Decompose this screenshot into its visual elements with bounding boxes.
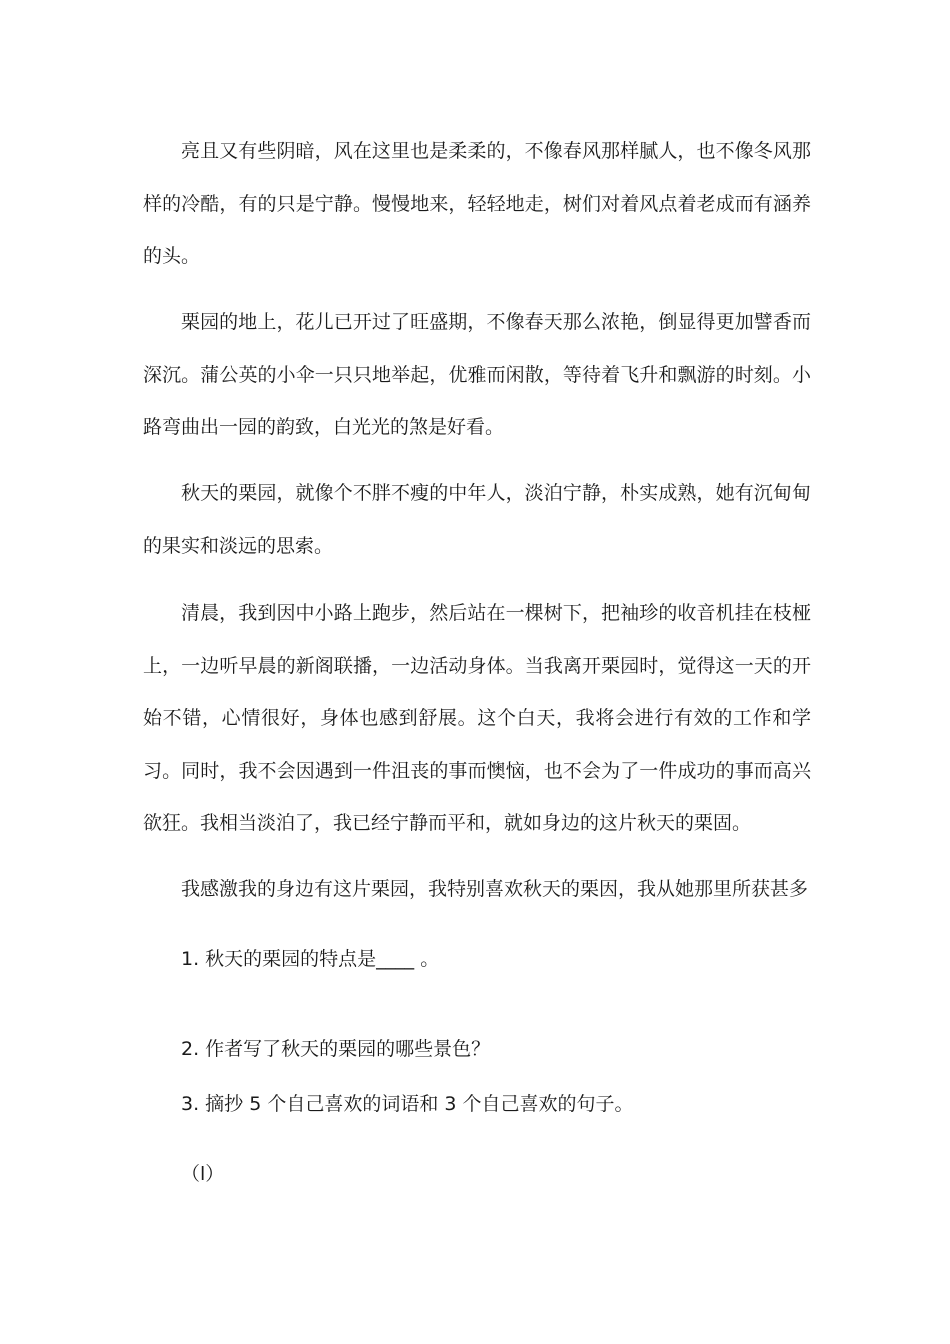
- paragraph-1: 亮且又有些阴暗，风在这里也是柔柔的，不像春风那样腻人，也不像冬风那样的冷酷，有的只是宁静。慢慢地来，轻轻地走，树们对着风点着老成而有涵养的头。: [143, 140, 811, 267]
- paragraph-4: 清晨，我到因中小路上跑步，然后站在一棵树下，把袖珍的收音机挂在枝桠上，一边听早晨的新阁联播，一边活动身体。当我离开栗园时，觉得这一天的开始不错，心情很好，身体也感到舒展。这个白天，我将会进行有效的工作和学习。同时，我不会因遇到一件沮丧的事而懊恼，也不会为了一件成功的事而高兴欲狂。我相当淡泊了，我已经宁静而平和，就如身边的这片秋天的栗固。: [143, 602, 811, 834]
- paragraph-3: 秋天的栗园，就像个不胖不瘦的中年人，淡泊宁静，朴实成熟，她有沉甸甸的果实和淡远的思索。: [143, 482, 811, 557]
- paragraph-2: 栗园的地上，花儿已开过了旺盛期，不像春天那么浓艳，倒显得更加譬香而深沉。蒲公英的小伞一只只地举起，优雅而闲散，等待着飞升和飘游的时刻。小路弯曲出一园的韵致，白光光的煞是好看。: [143, 311, 811, 438]
- question-2: 2. 作者写了秋天的栗园的哪些景色？: [181, 1038, 491, 1060]
- paragraph-5: 我感激我的身边有这片栗园，我特别喜欢秋天的栗因，我从她那里所获甚多: [181, 878, 809, 900]
- question-3: 3. 摘抄 5 个自己喜欢的词语和 3 个自己喜欢的句子。: [181, 1093, 634, 1115]
- question-1: 1. 秋天的栗园的特点是____ 。: [181, 948, 440, 970]
- answer-item-1: （l）: [181, 1163, 225, 1185]
